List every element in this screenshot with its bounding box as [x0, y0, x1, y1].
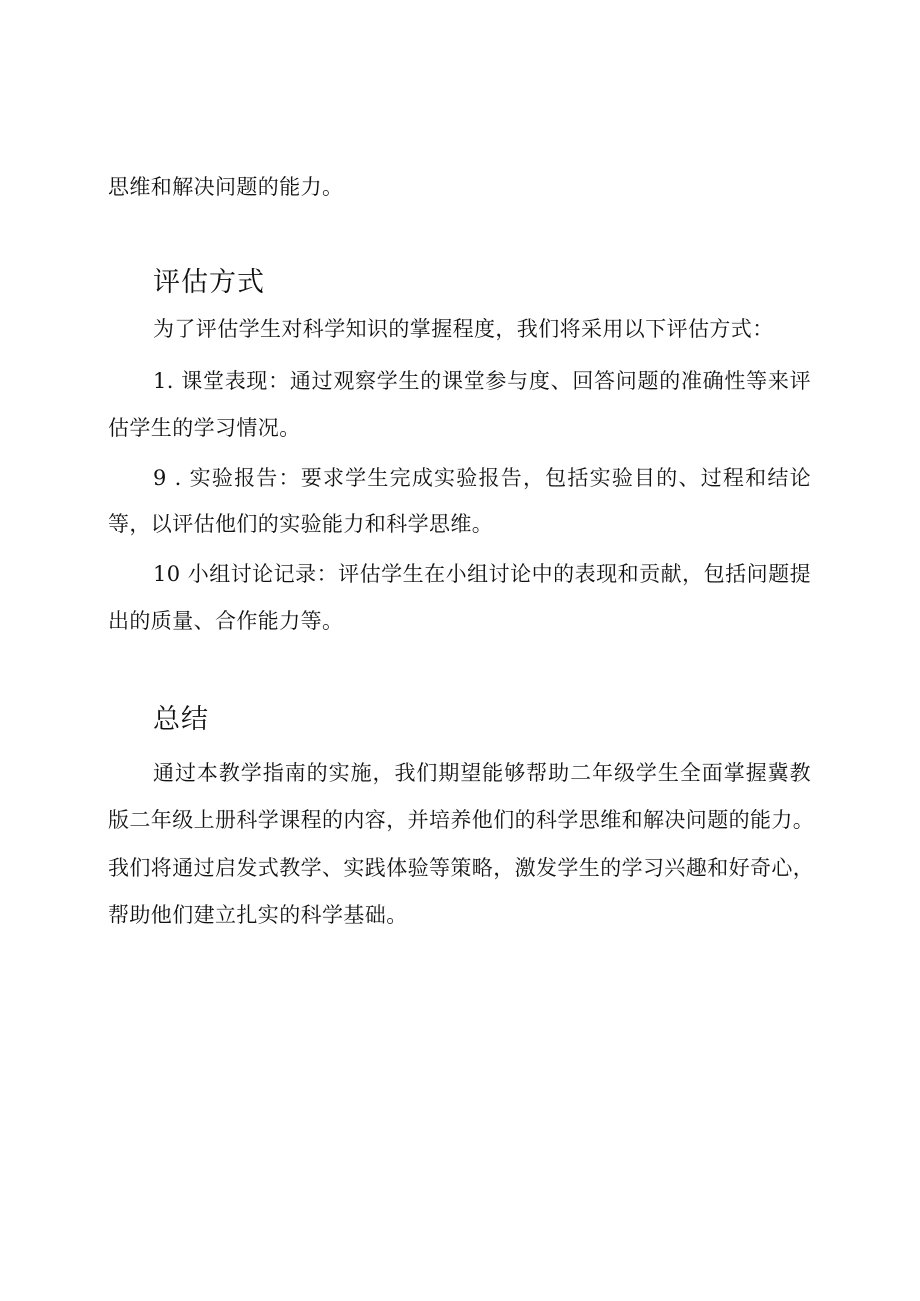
summary-line-4: 帮助他们建立扎实的科学基础。	[108, 903, 408, 927]
section-heading-evaluation: 评估方式	[153, 267, 265, 298]
evaluation-item-3-line-2: 出的质量、合作能力等。	[108, 609, 344, 633]
evaluation-intro-line: 为了评估学生对科学知识的掌握程度，我们将采用以下评估方式：	[153, 317, 774, 341]
evaluation-item-1-line-1: 1. 课堂表现：通过观察学生的课堂参与度、回答问题的准确性等来评	[153, 369, 811, 393]
evaluation-item-3-line-1: 10 小组讨论记录：评估学生在小组讨论中的表现和贡献，包括问题提	[153, 562, 811, 586]
summary-line-2: 版二年级上册科学课程的内容，并培养他们的科学思维和解决问题的能力。	[108, 808, 815, 832]
evaluation-item-2-line-1: 9 . 实验报告：要求学生完成实验报告，包括实验目的、过程和结论	[153, 466, 811, 490]
summary-line-3: 我们将通过启发式教学、实践体验等策略，激发学生的学习兴趣和好奇心，	[108, 856, 815, 880]
evaluation-item-2-line-2: 等，以评估他们的实验能力和科学思维。	[108, 512, 494, 536]
summary-line-1: 通过本教学指南的实施，我们期望能够帮助二年级学生全面掌握冀教	[153, 761, 811, 785]
carryover-paragraph-line: 思维和解决问题的能力。	[108, 175, 344, 199]
section-heading-summary: 总结	[153, 704, 209, 735]
evaluation-item-1-line-2: 估学生的学习情况。	[108, 416, 301, 440]
